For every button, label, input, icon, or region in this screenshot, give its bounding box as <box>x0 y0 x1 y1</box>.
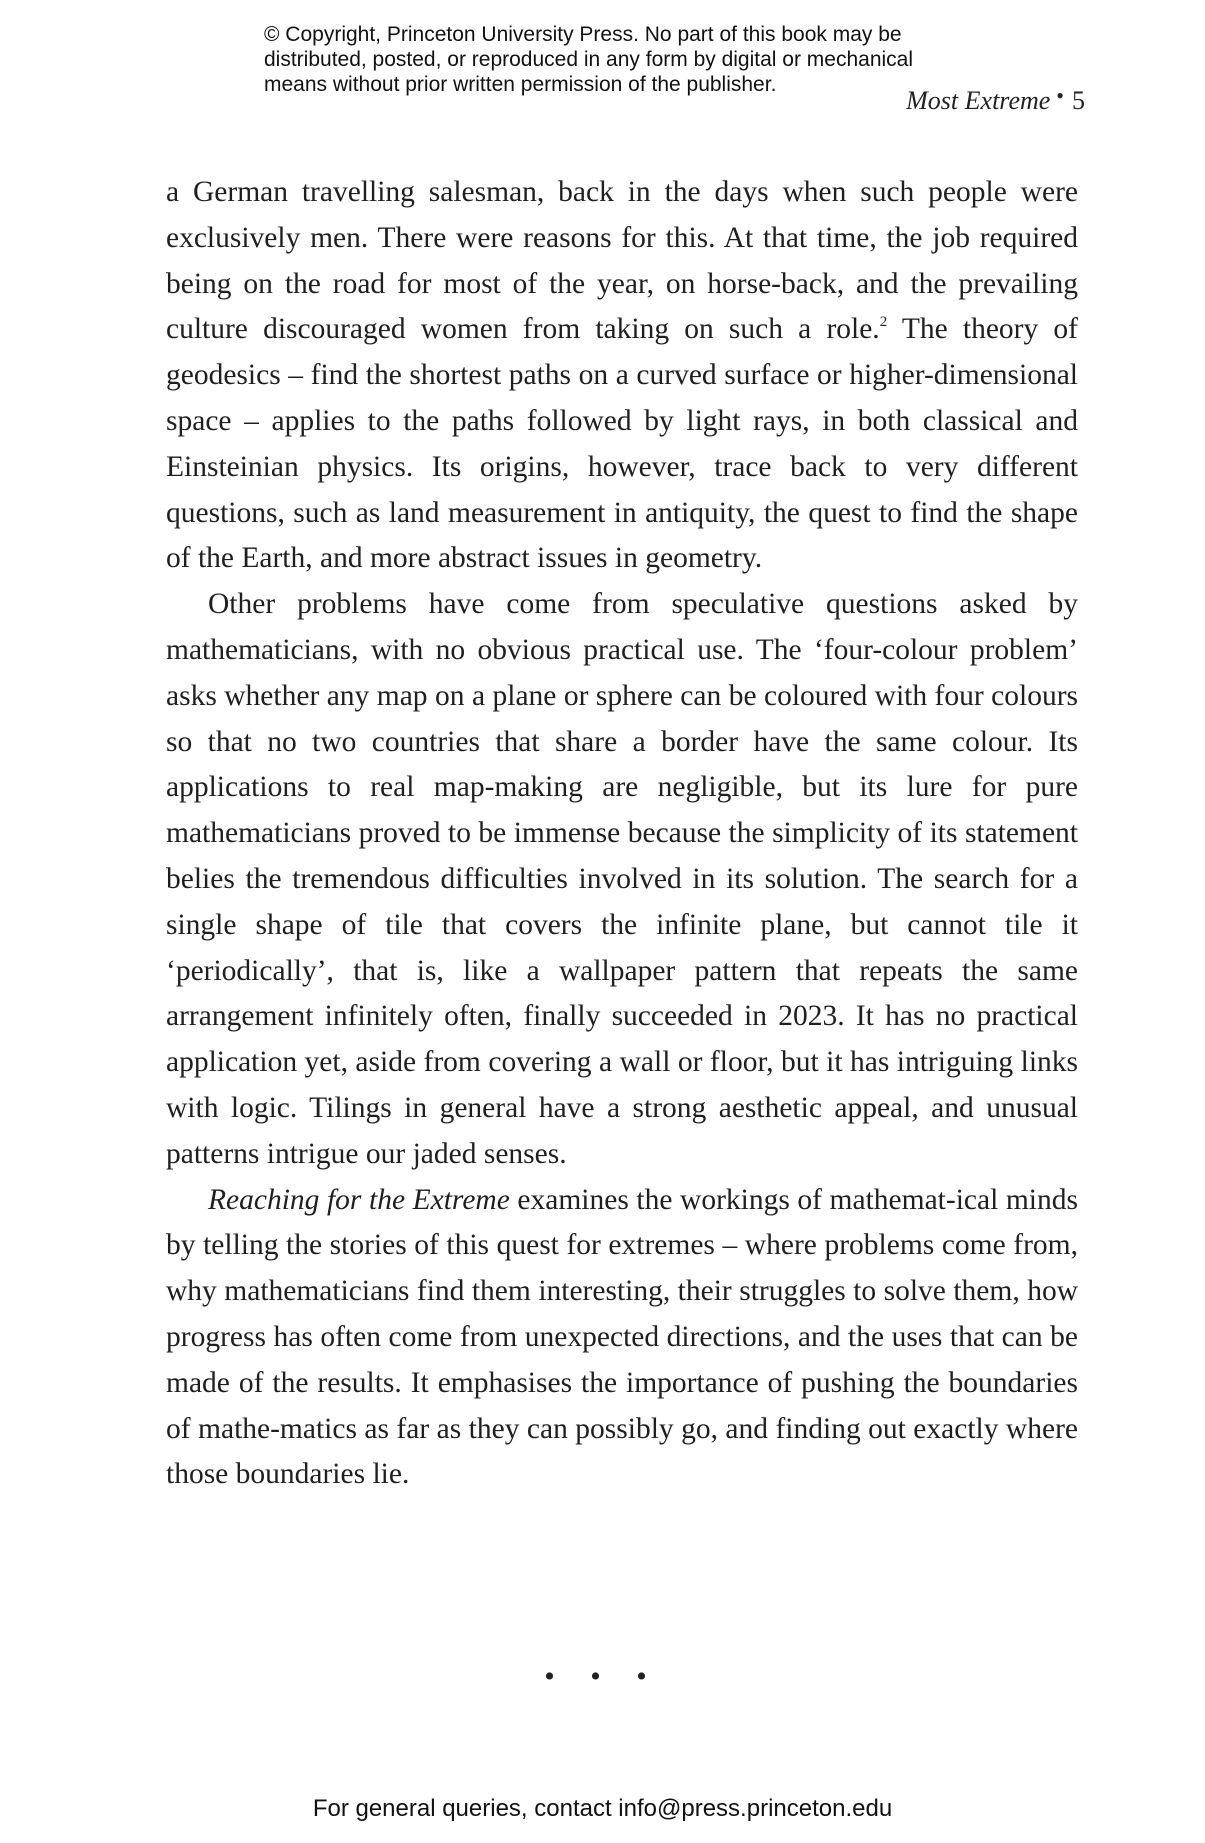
running-head <box>906 83 1085 116</box>
paragraph <box>166 170 1078 582</box>
paragraph-text: a German travelling salesman, back in the days when such people were exclusively men. There were reasons for this. At that time, the job required being on the road for most of the year, on horse-back, and the prevailing culture discouraged women from taking on such a role. <box>166 176 1078 346</box>
body-text <box>166 170 1078 1498</box>
running-head-title: Most Extreme <box>906 86 1051 115</box>
footnote-reference[interactable]: 2 <box>879 313 888 330</box>
copyright-line: © Copyright, Princeton University Press. No part of this book may be <box>264 23 902 46</box>
paragraph <box>166 582 1078 1177</box>
paragraph-text: examines the workings of mathemat-ical minds by telling the stories of this quest for extremes – where problems come from, why mathematicians find them interesting, their struggles to solve them, how progress has often come from unexpected directions, and the uses that can be made of the results. It emphasises the importance of pushing the boundaries of mathe-matics as far as they can possibly go, and finding out exactly where those boundaries lie. <box>166 1183 1078 1491</box>
copyright-notice <box>264 22 984 97</box>
section-break: • • • <box>544 1660 661 1693</box>
running-head-separator: • <box>1056 83 1064 108</box>
copyright-line: means without prior written permission of the publisher. <box>264 73 777 96</box>
book-title: Reaching for the Extreme <box>208 1183 510 1216</box>
paragraph-text: Other problems have come from speculative questions asked by mathematicians, with no obvious practical use. The ‘four-colour problem’ asks whether any map on a plane or sphere can be coloured with four colours so that no two countries that share a border have the same colour. Its applications to real map-making are negligible, but its lure for pure mathematicians proved to be immense because the simplicity of its statement belies the tremendous difficulties involved in its solution. The search for a single shape of tile that covers the infinite plane, but cannot tile it ‘periodically’, that is, like a wallpaper pattern that repeats the same arrangement infinitely often, finally succeeded in 2023. It has no practical application yet, aside from covering a wall or floor, but it has intriguing links with logic. Tilings in general have a strong aesthetic appeal, and unusual patterns intrigue our jaded senses. <box>166 588 1078 1170</box>
copyright-line: distributed, posted, or reproduced in any form by digital or mechanical <box>264 48 914 71</box>
paragraph <box>166 1178 1078 1499</box>
footer-contact: For general queries, contact info@press.princeton.edu <box>312 1795 893 1822</box>
page-number: 5 <box>1072 86 1085 115</box>
paragraph-text: The theory of geodesics – find the shortest paths on a curved surface or higher-dimensional space – applies to the paths followed by light rays, in both classical and Einsteinian physics. Its origins, however, trace back to very different questions, such as land measurement in antiquity, the quest to find the shape of the Earth, and more abstract issues in geometry. <box>166 313 1078 575</box>
